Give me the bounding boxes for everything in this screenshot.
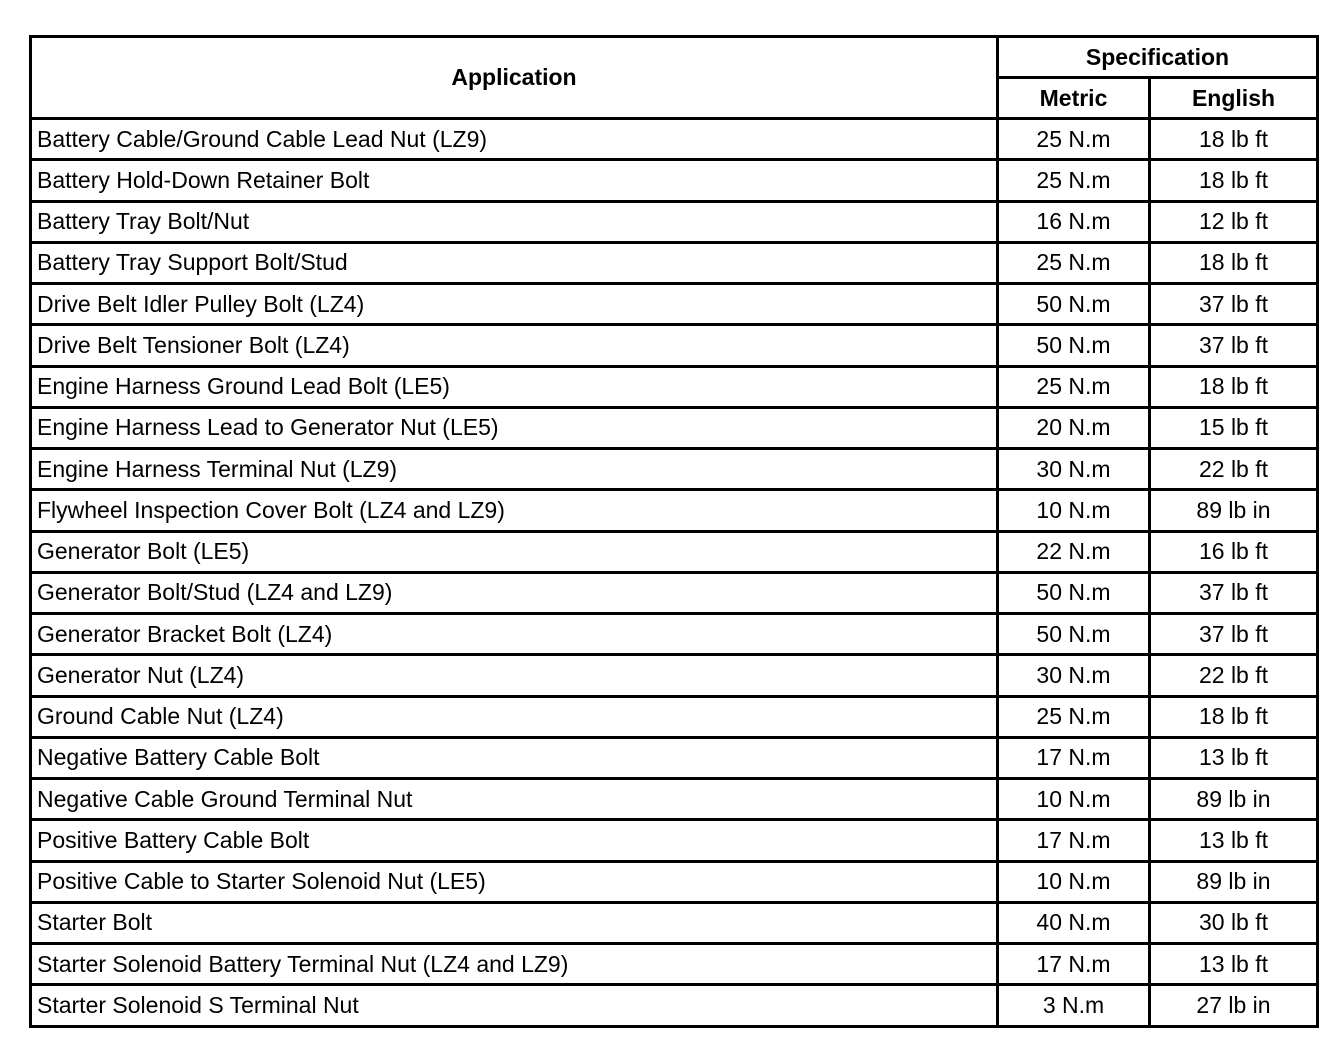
- metric-cell: 25 N.m: [998, 696, 1150, 737]
- application-cell: Positive Battery Cable Bolt: [31, 820, 998, 861]
- english-cell: 12 lb ft: [1150, 201, 1318, 242]
- table-row: [31, 737, 1318, 778]
- application-cell: Generator Bolt/Stud (LZ4 and LZ9): [31, 572, 998, 613]
- metric-cell: 40 N.m: [998, 902, 1150, 943]
- metric-cell: 3 N.m: [998, 985, 1150, 1026]
- application-cell: Starter Solenoid Battery Terminal Nut (LZ4 and LZ9): [31, 944, 998, 985]
- english-cell: 27 lb in: [1150, 985, 1318, 1026]
- table-row: [31, 985, 1318, 1026]
- application-cell: Positive Cable to Starter Solenoid Nut (LE5): [31, 861, 998, 902]
- application-cell: Starter Solenoid S Terminal Nut: [31, 985, 998, 1026]
- application-cell: Battery Tray Bolt/Nut: [31, 201, 998, 242]
- table-row: [31, 572, 1318, 613]
- metric-cell: 17 N.m: [998, 820, 1150, 861]
- application-cell: Flywheel Inspection Cover Bolt (LZ4 and LZ9): [31, 490, 998, 531]
- english-cell: 30 lb ft: [1150, 902, 1318, 943]
- english-cell: 37 lb ft: [1150, 572, 1318, 613]
- application-cell: Generator Bracket Bolt (LZ4): [31, 614, 998, 655]
- english-cell: 22 lb ft: [1150, 655, 1318, 696]
- table-row: [31, 861, 1318, 902]
- table-row: [31, 696, 1318, 737]
- table-row: [31, 531, 1318, 572]
- english-cell: 13 lb ft: [1150, 944, 1318, 985]
- english-cell: 13 lb ft: [1150, 820, 1318, 861]
- metric-cell: 20 N.m: [998, 407, 1150, 448]
- metric-cell: 16 N.m: [998, 201, 1150, 242]
- table-row: [31, 820, 1318, 861]
- application-cell: Negative Battery Cable Bolt: [31, 737, 998, 778]
- english-cell: 89 lb in: [1150, 490, 1318, 531]
- metric-cell: 25 N.m: [998, 160, 1150, 201]
- metric-cell: 22 N.m: [998, 531, 1150, 572]
- application-cell: Engine Harness Ground Lead Bolt (LE5): [31, 366, 998, 407]
- english-cell: 18 lb ft: [1150, 366, 1318, 407]
- table-row: [31, 490, 1318, 531]
- english-cell: 18 lb ft: [1150, 119, 1318, 160]
- application-cell: Drive Belt Tensioner Bolt (LZ4): [31, 325, 998, 366]
- application-cell: Ground Cable Nut (LZ4): [31, 696, 998, 737]
- english-cell: 37 lb ft: [1150, 325, 1318, 366]
- application-cell: Starter Bolt: [31, 902, 998, 943]
- metric-cell: 17 N.m: [998, 737, 1150, 778]
- metric-cell: 50 N.m: [998, 325, 1150, 366]
- application-cell: Engine Harness Terminal Nut (LZ9): [31, 449, 998, 490]
- metric-cell: 50 N.m: [998, 614, 1150, 655]
- english-cell: 37 lb ft: [1150, 614, 1318, 655]
- specification-header: Specification: [998, 37, 1318, 78]
- application-cell: Negative Cable Ground Terminal Nut: [31, 779, 998, 820]
- metric-cell: 10 N.m: [998, 490, 1150, 531]
- metric-cell: 10 N.m: [998, 861, 1150, 902]
- metric-header: Metric: [998, 78, 1150, 119]
- application-cell: Engine Harness Lead to Generator Nut (LE5): [31, 407, 998, 448]
- application-cell: Generator Nut (LZ4): [31, 655, 998, 696]
- application-cell: Generator Bolt (LE5): [31, 531, 998, 572]
- fastener-spec-table: [29, 35, 1319, 1028]
- table-row: [31, 325, 1318, 366]
- english-cell: 15 lb ft: [1150, 407, 1318, 448]
- table-row: [31, 449, 1318, 490]
- application-cell: Battery Tray Support Bolt/Stud: [31, 242, 998, 283]
- metric-cell: 25 N.m: [998, 119, 1150, 160]
- table-header: [31, 37, 1318, 119]
- application-header: Application: [31, 37, 998, 119]
- table-row: [31, 779, 1318, 820]
- table-row: [31, 366, 1318, 407]
- english-cell: 16 lb ft: [1150, 531, 1318, 572]
- metric-cell: 10 N.m: [998, 779, 1150, 820]
- english-cell: 18 lb ft: [1150, 242, 1318, 283]
- table-row: [31, 242, 1318, 283]
- table-row: [31, 119, 1318, 160]
- metric-cell: 25 N.m: [998, 366, 1150, 407]
- table-row: [31, 655, 1318, 696]
- metric-cell: 50 N.m: [998, 284, 1150, 325]
- metric-cell: 30 N.m: [998, 655, 1150, 696]
- english-cell: 89 lb in: [1150, 861, 1318, 902]
- application-cell: Battery Hold-Down Retainer Bolt: [31, 160, 998, 201]
- table-body: [31, 119, 1318, 1027]
- english-cell: 89 lb in: [1150, 779, 1318, 820]
- english-cell: 22 lb ft: [1150, 449, 1318, 490]
- english-cell: 13 lb ft: [1150, 737, 1318, 778]
- table-row: [31, 160, 1318, 201]
- english-header: English: [1150, 78, 1318, 119]
- table-row: [31, 944, 1318, 985]
- english-cell: 18 lb ft: [1150, 160, 1318, 201]
- application-cell: Drive Belt Idler Pulley Bolt (LZ4): [31, 284, 998, 325]
- table-row: [31, 902, 1318, 943]
- metric-cell: 50 N.m: [998, 572, 1150, 613]
- metric-cell: 17 N.m: [998, 944, 1150, 985]
- header-row-top: [31, 37, 1318, 78]
- table-row: [31, 284, 1318, 325]
- table-row: [31, 614, 1318, 655]
- metric-cell: 30 N.m: [998, 449, 1150, 490]
- table-row: [31, 407, 1318, 448]
- table-row: [31, 201, 1318, 242]
- metric-cell: 25 N.m: [998, 242, 1150, 283]
- english-cell: 18 lb ft: [1150, 696, 1318, 737]
- application-cell: Battery Cable/Ground Cable Lead Nut (LZ9): [31, 119, 998, 160]
- english-cell: 37 lb ft: [1150, 284, 1318, 325]
